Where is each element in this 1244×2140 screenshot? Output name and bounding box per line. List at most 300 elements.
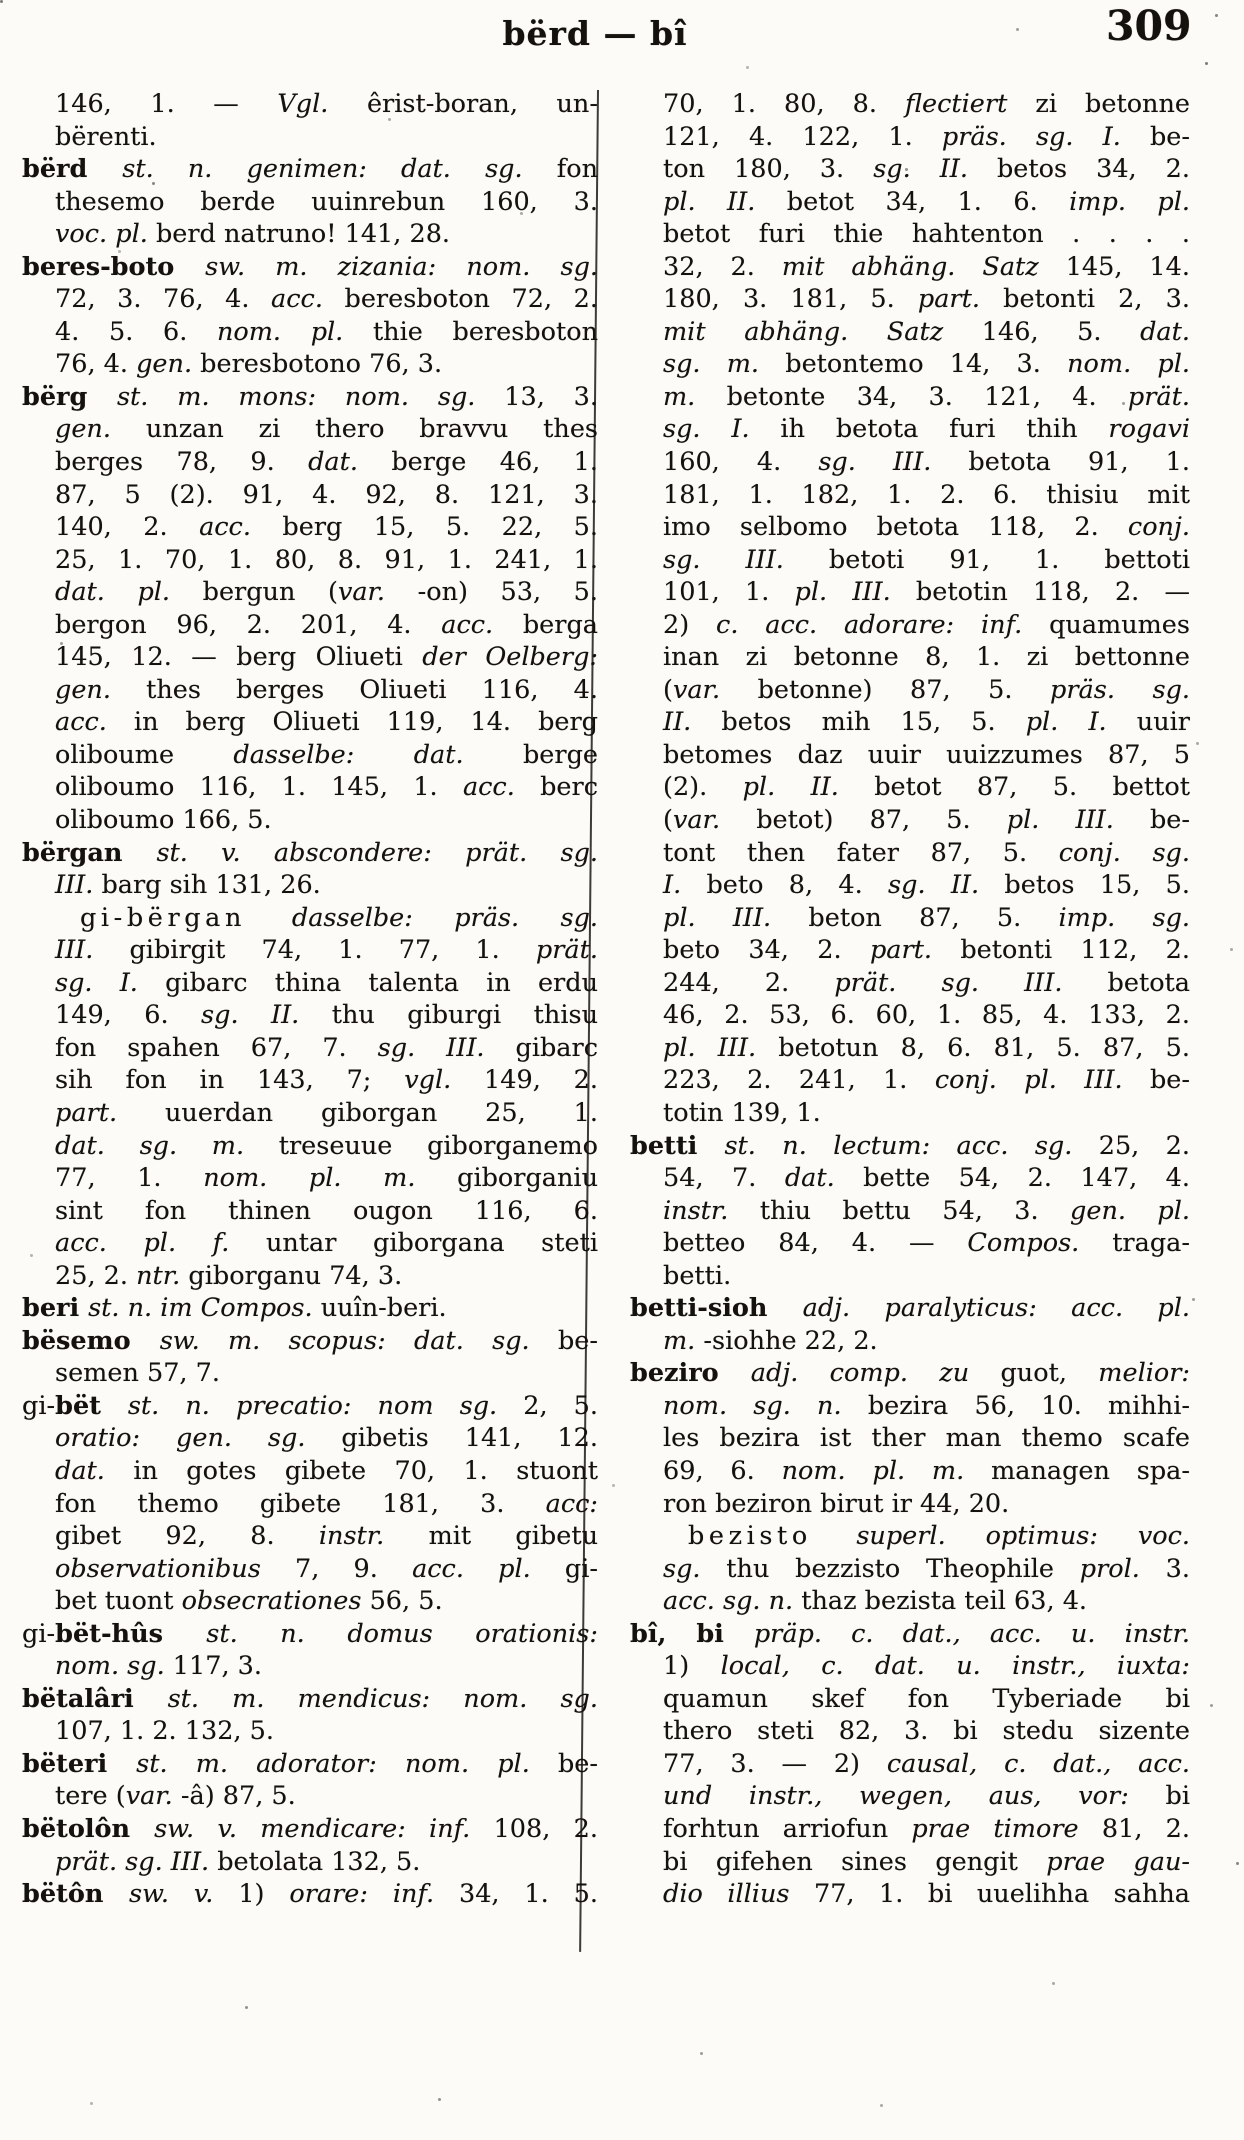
citation-text: ih betota furi thih (780, 414, 1109, 445)
citation-text: 145, 14. (1065, 251, 1190, 282)
grammar-label: causal, c. dat., acc. (886, 1748, 1190, 1779)
grammar-label: III. (55, 935, 130, 966)
citation-text: zi betonne (1035, 89, 1190, 119)
citation-text: betti. (663, 1260, 732, 1291)
citation-text: 149, 2. (484, 1065, 598, 1096)
citation-text: fon spahen 67, 7. (55, 1032, 378, 1063)
citation-text: bergun ( (202, 577, 338, 608)
grammar-label: acc. (441, 609, 523, 640)
citation-text: 2) (663, 609, 717, 640)
dictionary-line (22, 1227, 598, 1260)
citation-text: be- (557, 1748, 598, 1779)
citation-text: fon themo gibete 181, 3. (55, 1488, 546, 1519)
dictionary-line (22, 1715, 598, 1748)
dictionary-line (22, 1650, 598, 1683)
citation-text: sih fon in 143, 7; (55, 1065, 405, 1096)
grammar-label: adj. paralyticus: acc. pl. (802, 1293, 1190, 1324)
citation-text: 76, 4. (55, 349, 137, 380)
grammar-label: II. (663, 707, 722, 738)
citation-text: mit gibetu (428, 1521, 598, 1552)
grammar-label: gen. (55, 414, 146, 445)
citation-text: 121, 4. 122, 1. (663, 121, 942, 152)
grammar-label: dat. (55, 1455, 134, 1486)
citation-text: betota 91, 1. (968, 447, 1190, 478)
citation-text: berge (522, 739, 598, 770)
citation-text: managen spa- (991, 1455, 1191, 1486)
dictionary-line (630, 479, 1190, 512)
grammar-label: nom. pl. (216, 316, 373, 347)
citation-text: betotun 8, 6. 81, 5. 87, 5. (778, 1032, 1190, 1063)
entry-line (22, 1618, 598, 1651)
citation-text: êrist-boran, un- (328, 89, 598, 119)
citation-text: be- (557, 1325, 598, 1356)
grammar-label: orare: inf. (289, 1879, 459, 1910)
grammar-label: st. m. mons: nom. sg. (116, 381, 505, 412)
dictionary-line (630, 1032, 1190, 1065)
grammar-label: st. m. adorator: nom. pl. (136, 1748, 558, 1779)
dictionary-line (630, 1748, 1190, 1781)
dictionary-line (22, 1846, 598, 1879)
dictionary-line (22, 1585, 598, 1618)
headword: bësemo (22, 1325, 160, 1356)
dictionary-line (22, 1422, 598, 1455)
entry-line (22, 1813, 598, 1846)
grammar-label: sg. m. (663, 349, 786, 380)
grammar-label: acc. (199, 512, 283, 543)
dictionary-line (22, 1130, 598, 1163)
citation-text: betot 87, 5. bettot (874, 772, 1190, 803)
grammar-label: pl. III. (663, 1032, 779, 1063)
citation-text: betos 15, 5. (1004, 870, 1190, 901)
dictionary-line (22, 1260, 598, 1293)
grammar-label: prae gau- (1046, 1846, 1190, 1877)
grammar-label: dat. (1140, 316, 1190, 347)
grammar-label: acc. (271, 284, 345, 315)
grammar-label: Compos. (967, 1228, 1113, 1259)
grammar-label: oratio: gen. sg. (55, 1423, 342, 1454)
citation-text: beto 34, 2. (663, 935, 870, 966)
citation-text: thes berges Oliueti 116, 4. (146, 674, 598, 705)
dictionary-line (630, 869, 1190, 902)
dictionary-line (630, 348, 1190, 381)
citation-text: betoti 91, 1. bettoti (828, 544, 1190, 575)
citation-text: thu giburgi thisu (331, 1000, 598, 1031)
dictionary-line (22, 1780, 598, 1813)
citation-text: -siohhe 22, 2. (703, 1325, 878, 1356)
citation-text: betotin 118, 2. — (915, 577, 1191, 608)
entry-line (630, 1292, 1190, 1325)
grammar-label: var. (672, 674, 721, 705)
grammar-label: pl. II. (742, 772, 875, 803)
grammar-label: imp. pl. (1069, 186, 1190, 217)
citation-text: beresboton 72, 2. (344, 284, 598, 315)
dictionary-line (22, 1097, 598, 1130)
dictionary-line (22, 348, 598, 381)
grammar-label: vgl. (404, 1065, 485, 1096)
entry-line (22, 1325, 598, 1358)
grammar-label: melior: (1098, 1358, 1191, 1389)
grammar-label: obsecrationes (181, 1586, 370, 1617)
grammar-label: superl. optimus: voc. (856, 1521, 1190, 1552)
citation-text: tont then fater 87, 5. (663, 837, 1059, 868)
dictionary-line (22, 706, 598, 739)
citation-text: 180, 3. 181, 5. (663, 284, 918, 315)
grammar-label: st. n. lectum: acc. sg. (724, 1130, 1099, 1161)
grammar-label: sg. II. (888, 870, 1005, 901)
grammar-label: acc: (545, 1488, 598, 1519)
dictionary-line (22, 1553, 598, 1586)
dictionary-line (22, 1064, 598, 1097)
grammar-label: pl. III. (663, 902, 809, 933)
citation-text: 223, 2. 241, 1. (663, 1065, 935, 1096)
dictionary-line (630, 544, 1190, 577)
citation-text: thaz bezista teil 63, 4. (801, 1586, 1088, 1617)
dictionary-line (630, 186, 1190, 219)
citation-text: ( (663, 674, 673, 705)
dictionary-line (630, 739, 1190, 772)
grammar-label: prät. (1127, 381, 1190, 412)
grammar-label: mit abhäng. Satz (781, 251, 1066, 282)
dictionary-line (630, 771, 1190, 804)
grammar-label: prol. (1079, 1553, 1166, 1584)
grammar-label: nom. sg. n. (663, 1390, 868, 1421)
citation-text: berges 78, 9. (55, 447, 309, 478)
citation-text: bette 54, 2. 147, 4. (863, 1163, 1190, 1194)
citation-text: 54, 7. (663, 1163, 785, 1194)
grammar-label: gen. (136, 349, 201, 380)
dictionary-line (22, 967, 598, 1000)
citation-text: 146, 5. (981, 316, 1141, 347)
citation-text: uuir (1136, 707, 1190, 738)
citation-text: 140, 2. (55, 512, 200, 543)
dictionary-line (630, 1650, 1190, 1683)
grammar-label: sg. II. (873, 154, 997, 185)
grammar-label: st. n. precatio: nom sg. (127, 1390, 524, 1421)
citation-text: 244, 2. (663, 967, 835, 998)
entry-line (22, 1878, 598, 1911)
dictionary-line (22, 1520, 598, 1553)
citation-text: oliboumo 116, 1. 145, 1. (55, 772, 463, 803)
dictionary-line (22, 1488, 598, 1521)
dictionary-line (630, 1488, 1190, 1521)
spaced-subheadword: gi-bërgan (80, 902, 292, 933)
dictionary-line (630, 1683, 1190, 1716)
grammar-label: Vgl. (277, 89, 329, 119)
grammar-label: m. (663, 381, 727, 412)
grammar-label: st. m. mendicus: nom. sg. (167, 1683, 598, 1714)
grammar-label: var. (337, 577, 386, 608)
dictionary-line (22, 479, 598, 512)
headword: bëtalâri (22, 1683, 168, 1714)
grammar-label: und instr., wegen, aus, vor: (663, 1781, 1166, 1812)
dictionary-line (22, 316, 598, 349)
grammar-label: st. n. im Compos. (88, 1293, 321, 1324)
grammar-label: instr. (663, 1195, 760, 1226)
dictionary-line (630, 1585, 1190, 1618)
dictionary-line (22, 1032, 598, 1065)
dictionary-line (630, 381, 1190, 414)
citation-text: imo selbomo betota 118, 2. (663, 512, 1128, 543)
citation-text: gibarc (515, 1032, 598, 1063)
page-number: 309 (1106, 2, 1192, 50)
grammar-label: sg. III. (377, 1032, 516, 1063)
grammar-label: var. (125, 1781, 173, 1812)
dictionary-line (630, 1813, 1190, 1846)
citation-text: thiu bettu 54, 3. (759, 1195, 1071, 1226)
headword: bët (55, 1390, 128, 1421)
dictionary-line (630, 804, 1190, 837)
citation-text: bet tuont (55, 1586, 182, 1617)
dictionary-line (630, 902, 1190, 935)
citation-text: 1) (663, 1651, 721, 1682)
grammar-label: ntr. (136, 1260, 189, 1291)
citation-text: giborganu 74, 3. (188, 1260, 403, 1291)
grammar-label: acc. pl. (412, 1553, 565, 1584)
grammar-label: pl. I. (1025, 707, 1137, 738)
grammar-label: imp. sg. (1058, 902, 1190, 933)
citation-text: quamun skef fon Tyberiade bi (663, 1683, 1190, 1714)
entry-line (22, 1292, 598, 1325)
dictionary-line (630, 641, 1190, 674)
citation-text: bezira 56, 10. mihhi- (867, 1390, 1190, 1421)
dictionary-line (630, 1097, 1190, 1130)
citation-text: 25, 2. (55, 1260, 137, 1291)
citation-text: 81, 2. (1101, 1813, 1190, 1844)
citation-text: 87, 5 (2). 91, 4. 92, 8. 121, 3. (55, 479, 598, 510)
grammar-label: flectiert (905, 89, 1036, 119)
citation-text: betot furi thie hahtenton . . . . (663, 219, 1190, 250)
grammar-label: dasselbe: dat. (233, 739, 523, 770)
citation-text: 108, 2. (493, 1813, 598, 1844)
dictionary-line (630, 1553, 1190, 1586)
grammar-label: sg. (663, 1553, 727, 1584)
citation-text: berga (522, 609, 598, 640)
citation-text: berg 15, 5. 22, 5. (282, 512, 598, 543)
grammar-label: dat. (308, 447, 392, 478)
entry-line (630, 1130, 1190, 1163)
grammar-label: acc. (462, 772, 541, 803)
citation-text: beton 87, 5. (808, 902, 1059, 933)
dictionary-line (22, 934, 598, 967)
citation-text: les bezira ist ther man themo scafe (663, 1423, 1190, 1454)
dictionary-line (630, 706, 1190, 739)
citation-text: 72, 3. 76, 4. (55, 284, 272, 315)
column-left (22, 88, 598, 1911)
grammar-label: voc. pl. (55, 219, 156, 250)
dictionary-line (22, 902, 598, 935)
grammar-label: prät. (535, 935, 598, 966)
dictionary-line (22, 218, 598, 251)
entry-line (22, 251, 598, 284)
grammar-label: st. v. abscondere: prät. sg. (156, 837, 599, 868)
dictionary-line (22, 1357, 598, 1390)
grammar-label: gen. pl. (1070, 1195, 1191, 1226)
dictionary-line (630, 1780, 1190, 1813)
dictionary-line (630, 1064, 1190, 1097)
grammar-label: prät. sg. III. (55, 1846, 218, 1877)
citation-text: gi- (22, 1618, 56, 1649)
dictionary-line (630, 1878, 1190, 1911)
grammar-label: prät. sg. III. (834, 967, 1108, 998)
citation-text: 46, 2. 53, 6. 60, 1. 85, 4. 133, 2. (663, 1000, 1190, 1031)
grammar-label: sg. I. (663, 414, 781, 445)
citation-text: ( (663, 805, 673, 836)
dictionary-line (22, 869, 598, 902)
grammar-label: sg. III. (663, 544, 829, 575)
citation-text: oliboume (55, 739, 234, 770)
dictionary-line (22, 576, 598, 609)
citation-text: 107, 1. 2. 132, 5. (55, 1716, 274, 1747)
citation-text: bergon 96, 2. 201, 4. (55, 609, 442, 640)
dictionary-line (630, 999, 1190, 1032)
citation-text: -on) 53, 5. (385, 577, 599, 608)
headword: bërgan (22, 837, 157, 868)
citation-text: treseuue giborganemo (278, 1130, 598, 1161)
entry-line (22, 1390, 598, 1423)
citation-text: 13, 3. (504, 381, 598, 412)
dictionary-line (22, 609, 598, 642)
dictionary-line (22, 1162, 598, 1195)
citation-text: 77, 1. bi uuelihha sahha (813, 1879, 1190, 1910)
citation-text: 56, 5. (369, 1586, 443, 1617)
headword: bëteri (22, 1748, 137, 1779)
citation-text: untar giborgana steti (265, 1228, 598, 1259)
citation-text: gibetis 141, 12. (341, 1423, 598, 1454)
citation-text: 69, 6. (663, 1455, 782, 1486)
dictionary-line (22, 739, 598, 772)
citation-text: 77, 3. — 2) (663, 1748, 887, 1779)
citation-text: fon (556, 154, 598, 185)
grammar-label: observationibus (55, 1553, 296, 1584)
grammar-label: part. (55, 1097, 165, 1128)
citation-text: thu bezzisto Theophile (726, 1553, 1080, 1584)
citation-text: berge 46, 1. (391, 447, 598, 478)
grammar-label: mit abhäng. Satz (663, 316, 982, 347)
citation-text: 1) (238, 1879, 290, 1910)
citation-text: betos 34, 2. (996, 154, 1190, 185)
dictionary-line (630, 316, 1190, 349)
grammar-label: pl. II. (663, 186, 787, 217)
dictionary-line (630, 1422, 1190, 1455)
citation-text: betontemo 14, 3. (785, 349, 1068, 380)
dictionary-line (630, 576, 1190, 609)
citation-text: 25, 2. (1098, 1130, 1190, 1161)
citation-text: bërenti. (55, 121, 157, 152)
grammar-label: st. n. domus orationis: (206, 1618, 598, 1649)
citation-text: uuîn-beri. (320, 1293, 447, 1324)
dictionary-line (630, 121, 1190, 154)
citation-text: betonte 34, 3. 121, 4. (726, 381, 1128, 412)
grammar-label: adj. comp. zu (750, 1358, 1001, 1389)
entry-line (630, 1618, 1190, 1651)
grammar-label: var. (672, 805, 721, 836)
citation-text: in gotes gibete 70, 1. stuont (133, 1455, 598, 1486)
entry-line (22, 1748, 598, 1781)
citation-text: oliboumo 166, 5. (55, 805, 272, 836)
citation-text: 3. (1165, 1553, 1191, 1584)
grammar-label: local, c. dat. u. instr., iuxta: (720, 1651, 1191, 1682)
grammar-label: conj. (1127, 512, 1190, 543)
dictionary-line (22, 771, 598, 804)
grammar-label: sw. m. scopus: dat. sg. (159, 1325, 558, 1356)
citation-text: 145, 12. — berg Oliueti (55, 642, 423, 673)
citation-text: totin 139, 1. (663, 1097, 821, 1128)
citation-text: berd natruno! 141, 28. (155, 219, 451, 250)
headword: bëtolôn (22, 1813, 155, 1844)
headword: bët-hûs (55, 1618, 207, 1649)
grammar-label: c. acc. adorare: inf. (716, 609, 1050, 640)
grammar-label: prae timore (911, 1813, 1102, 1844)
dictionary-line (22, 641, 598, 674)
dictionary-line (22, 446, 598, 479)
citation-text: 181, 1. 182, 1. 2. 6. thisiu mit (663, 479, 1190, 510)
dictionary-line (22, 413, 598, 446)
citation-text: semen 57, 7. (55, 1358, 220, 1389)
dictionary-line (22, 674, 598, 707)
citation-text: betolata 132, 5. (217, 1846, 421, 1877)
citation-text: beresbotono 76, 3. (200, 349, 443, 380)
grammar-label: dio illius (663, 1879, 814, 1910)
citation-text: be- (1149, 121, 1190, 152)
citation-text: tere ( (55, 1781, 126, 1812)
grammar-label: sw. v. (129, 1879, 239, 1910)
dictionary-line (630, 88, 1190, 121)
grammar-label: dat. (784, 1163, 864, 1194)
grammar-label: instr. (318, 1521, 429, 1552)
grammar-label: m. (663, 1325, 704, 1356)
citation-text: betota (1107, 967, 1190, 998)
dictionary-line (630, 218, 1190, 251)
dictionary-line (630, 837, 1190, 870)
column-right (630, 88, 1190, 1911)
dictionary-line (22, 1455, 598, 1488)
grammar-label: acc. sg. n. (663, 1586, 802, 1617)
citation-text: guot, (1000, 1358, 1099, 1389)
citation-text: betot) 87, 5. (720, 805, 1007, 836)
citation-text: bi gifehen sines gengit (663, 1846, 1047, 1877)
citation-text: sint fon thinen ougon 116, 6. (55, 1195, 598, 1226)
citation-text: gibirgit 74, 1. 77, 1. (129, 935, 536, 966)
headword: beri (22, 1293, 89, 1324)
citation-text: giborganiu (457, 1163, 598, 1194)
citation-text: (2). (663, 772, 743, 803)
headword: beres-boto (22, 251, 206, 282)
grammar-label: pl. III. (794, 577, 916, 608)
citation-text: betonti 2, 3. (1003, 284, 1190, 315)
dictionary-line (630, 413, 1190, 446)
grammar-label: präs. sg. I. (941, 121, 1150, 152)
grammar-label: conj. sg. (1058, 837, 1190, 868)
citation-text: 146, 1. — (55, 89, 278, 119)
dictionary-line (22, 544, 598, 577)
dictionary-line (630, 1520, 1190, 1553)
headword: bërd (22, 154, 123, 185)
spaced-subheadword: bezisto (688, 1521, 857, 1552)
grammar-label: acc. pl. f. (55, 1228, 266, 1259)
grammar-label: sg. II. (201, 1000, 332, 1031)
grammar-label: dat. sg. m. (55, 1130, 279, 1161)
citation-text: traga- (1112, 1228, 1190, 1259)
citation-text: quamumes (1049, 609, 1190, 640)
entry-line (22, 381, 598, 414)
dictionary-line (630, 283, 1190, 316)
grammar-label: III. (55, 870, 102, 901)
citation-text: inan zi betonne 8, 1. zi bettonne (663, 642, 1190, 673)
citation-text: betteo 84, 4. — (663, 1228, 968, 1259)
grammar-label: nom. pl. m. (203, 1163, 458, 1194)
citation-text: gi- (564, 1553, 599, 1584)
dictionary-line (630, 674, 1190, 707)
